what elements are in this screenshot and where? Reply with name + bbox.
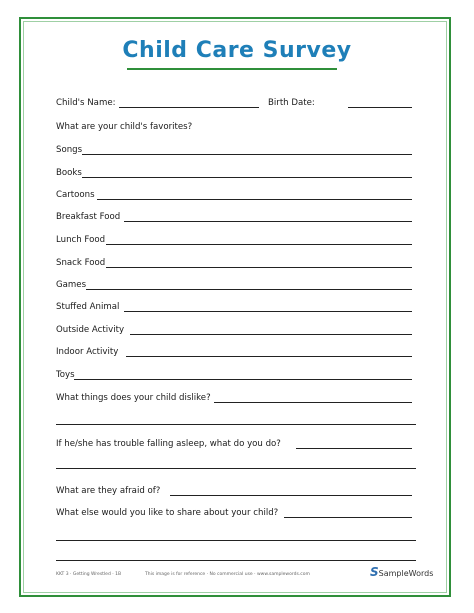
favorite-label: Breakfast Food [56,212,121,222]
name-birth-row [56,96,416,110]
share-answer-line-2[interactable] [56,540,416,541]
favorite-row [56,188,416,202]
childs-name-label: Child's Name: [56,98,116,108]
sleep-answer-field[interactable] [296,448,412,449]
favorite-row [56,323,416,337]
favorite-row [56,345,416,359]
page-title: Child Care Survey [122,38,352,63]
favorite-label: Cartoons [56,190,95,200]
favorite-label: Snack Food [56,258,106,268]
dislike-answer-field[interactable] [214,402,412,403]
favorite-label: Books [56,168,82,178]
dislike-question-row [56,391,416,405]
afraid-question: What are they afraid of? [56,486,161,496]
dislike-question: What things does your child dislike? [56,393,211,403]
favorite-row [56,256,416,270]
title-underline [127,68,337,70]
dislike-answer-line-2[interactable] [56,424,416,425]
sleep-question-row [56,437,416,451]
favorite-row [56,278,416,292]
afraid-question-row [56,484,416,498]
birth-date-field[interactable] [348,107,412,108]
share-answer-field[interactable] [284,517,412,518]
favorite-answer-field[interactable] [124,221,412,222]
sleep-answer-line-2[interactable] [56,468,416,469]
favorite-label: Stuffed Animal [56,302,120,312]
footer-left-text: KKT 3 · Getting Wrestled · 1B [56,572,122,577]
footer-middle-text: This image is for reference · No commercial use · www.samplewords.com [145,572,310,577]
favorite-answer-field[interactable] [74,379,412,380]
favorite-row [56,233,416,247]
favorite-row [56,368,416,382]
share-answer-line-3[interactable] [56,560,416,561]
favorite-row [56,210,416,224]
favorites-question-row [56,120,416,134]
favorite-label: Games [56,280,87,290]
favorite-row [56,143,416,157]
favorite-row [56,166,416,180]
favorite-answer-field[interactable] [106,244,412,245]
sleep-question: If he/she has trouble falling asleep, what do you do? [56,439,281,449]
samplewords-logo [370,565,433,579]
favorite-label: Lunch Food [56,235,106,245]
favorite-answer-field[interactable] [86,289,412,290]
favorite-answer-field[interactable] [82,154,412,155]
favorite-answer-field[interactable] [130,334,412,335]
favorite-label: Songs [56,145,83,155]
favorite-answer-field[interactable] [106,267,412,268]
logo-text: SampleWords [378,569,434,578]
favorite-label: Outside Activity [56,325,125,335]
favorite-answer-field[interactable] [126,356,412,357]
childs-name-field[interactable] [119,107,259,108]
share-question-row [56,506,416,520]
favorite-label: Indoor Activity [56,347,119,357]
birth-date-label: Birth Date: [268,98,315,108]
favorite-answer-field[interactable] [97,199,412,200]
favorites-question: What are your child's favorites? [56,122,193,132]
logo-mark-icon: S [370,565,379,579]
afraid-answer-field[interactable] [170,495,412,496]
favorite-label: Toys [56,370,75,380]
share-question: What else would you like to share about your child? [56,508,279,518]
favorite-answer-field[interactable] [124,311,412,312]
favorite-answer-field[interactable] [82,177,412,178]
favorite-row [56,300,416,314]
